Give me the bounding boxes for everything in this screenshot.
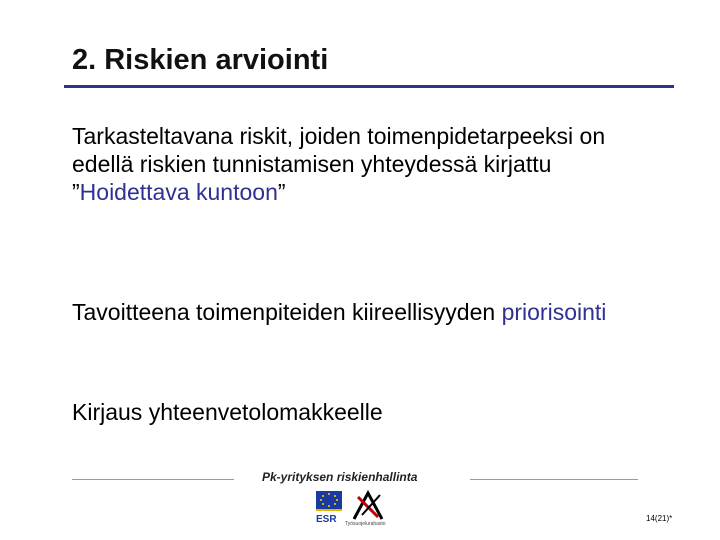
- page-number: 14(21)*: [646, 514, 673, 523]
- paragraph-2-highlight: priorisointi: [501, 299, 607, 325]
- footer-rule-right: [470, 479, 638, 480]
- paragraph-3: [72, 398, 672, 426]
- paragraph-1-highlight: Hoidettava kuntoon: [79, 179, 278, 205]
- paragraph-1-text: Tarkasteltavana riskit, joiden toimenpidetarpeeksi on edellä riskien tunnistamisen yhteydessä kirjattu ”: [72, 123, 606, 205]
- paragraph-1: [72, 122, 672, 206]
- paragraph-1-closing: ”: [277, 179, 286, 205]
- paragraph-3-text: Kirjaus yhteenvetolomakkeelle: [72, 399, 383, 425]
- slide-title: 2. Riskien arviointi: [72, 44, 329, 76]
- paragraph-2-text: Tavoitteena toimenpiteiden kiireellisyyden: [72, 299, 502, 325]
- paragraph-2: [72, 298, 672, 326]
- title-underline: [64, 85, 674, 88]
- tyosuojelurahasto-logo-icon: [350, 489, 386, 521]
- footer-title: Pk-yrityksen riskienhallinta: [262, 470, 418, 484]
- partner-label: Työsuojelurahasto: [345, 521, 386, 527]
- esr-label: ESR: [316, 514, 337, 525]
- footer-rule-left: [72, 479, 234, 480]
